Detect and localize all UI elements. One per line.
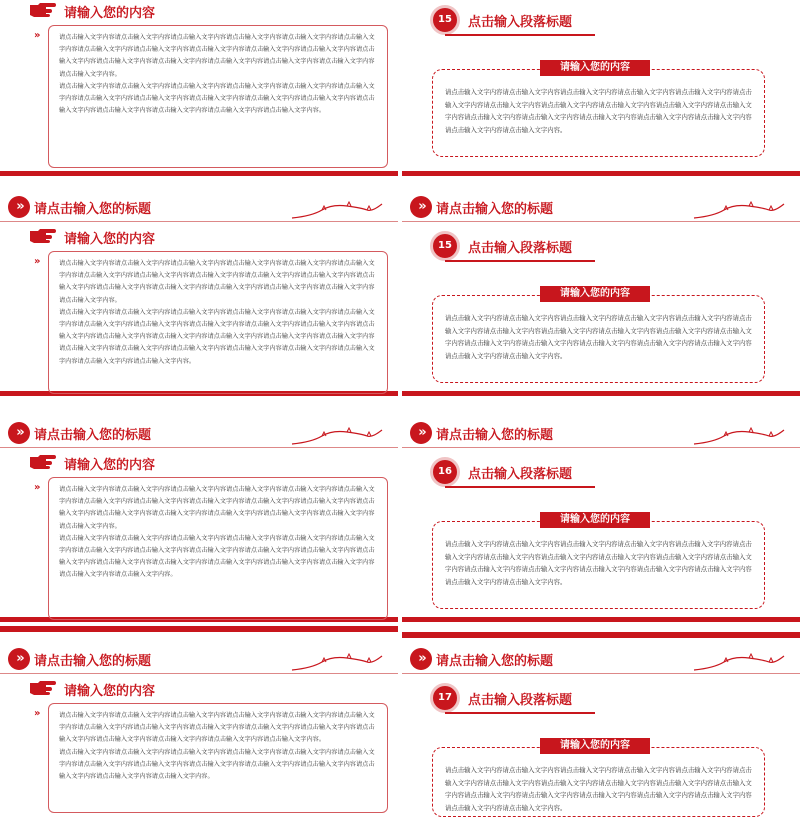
slide-header [0, 646, 398, 672]
content-paragraph: 请点击输入文字内容请点击输入文字内容请点击输入文字内容请点击输入文字内容请点击输入文字内容请点击输入文字内容请点击输入文字内容请点击输入文字内容请点击输入文字内容请点击输入文字内容请点击输入文字内容请点击输入文字内容请点击输入文字内容请点击输入文字内容请点击输入文字内容请点击输入文字内容请点击输入文字内容 [59, 308, 375, 341]
slide-header [402, 194, 800, 220]
pointing-hand-icon [30, 3, 56, 17]
slide-header [0, 420, 398, 446]
double-chevron-small-icon: » [34, 256, 38, 267]
great-wall-ornament-icon [694, 200, 784, 222]
section-title: 请输入您的内容 [64, 684, 156, 699]
section-title: 请输入您的内容 [64, 458, 156, 473]
pointing-hand-icon [30, 681, 56, 695]
content-label: 请输入您的内容 [540, 512, 650, 528]
content-dashed-box [432, 295, 765, 383]
content-paragraph: 请点击输入文字内容请点击输入文字内容。 [59, 571, 177, 579]
content-paragraph: 请点击输入文字内容请点击输入文字内容请点击输入文字内容请点击输入文字内容请点击输入文字内容请点击输入文字内容请点击输入文字内容请点击输入文字内容请点击输入文字内容请点击输入文字内容请点击输入文字内容请点击输入文字内容请点击输入文字内容请点击输入文字内容请点击输入文字内容请点击输入文字内容。 [59, 82, 375, 115]
section-title: 请输入您的内容 [64, 232, 156, 247]
double-chevron-icon: » [8, 196, 30, 218]
paragraph-title: 点击输入段落标题 [468, 467, 573, 482]
paragraph-title: 点击输入段落标题 [468, 15, 573, 30]
double-chevron-icon: » [410, 648, 432, 670]
section-number-badge: 15 [430, 231, 460, 261]
title-underline [445, 712, 595, 714]
slide-title: 请点击输入您的标题 [34, 428, 152, 443]
double-chevron-icon: » [8, 648, 30, 670]
slide-header [402, 646, 800, 672]
slide-header [0, 194, 398, 220]
paragraph-title: 点击输入段落标题 [468, 693, 573, 708]
slide-bottom-bar [402, 171, 800, 176]
content-paragraph: 请点击输入文字内容请点击输入文字内容请点击输入文字内容请点击输入文字内容请点击输入文字内容请点击输入文字内容请点击输入文字内容请点击输入文字内容请点击输入文字内容请点击输入文字内容请点击输入文字内容请点击输入文字内容请点击输入文字内容请点击输入文字内容请点击输入文字内容请点击输入文字内容请点击输入文字内容请点击输入文字内容。 [445, 540, 752, 586]
content-box [48, 477, 388, 620]
great-wall-ornament-icon [292, 652, 382, 674]
pointing-hand-icon [30, 455, 56, 469]
title-underline [445, 260, 595, 262]
content-paragraph: 请点击输入文字内容请点击输入文字内容请点击输入文字内容请点击输入文字内容请点击输入文字内容请点击输入文字内容请点击输入文字内容请点击输入文字内容请点击输入文字内容请点击输入文字内容请点击输入文字内容请点击输入文字内容请点击输入文字内容请点击输入文字内容请点击输入文字内容请点击输入文字内容请点击输入文字内容请点击输入文字内容。 [445, 766, 752, 812]
content-paragraph: 请点击输入文字内容请点击输入文字内容请点击输入文字内容请点击输入文字内容请点击输入文字内容请点击输入文字内容请点击输入文字内容请点击输入文字内容。 [59, 345, 375, 365]
section-number-badge: 17 [430, 683, 460, 713]
great-wall-ornament-icon [694, 652, 784, 674]
double-chevron-small-icon: » [34, 482, 38, 493]
content-label: 请输入您的内容 [540, 738, 650, 754]
slide-bottom-bar [0, 171, 398, 176]
content-box [48, 25, 388, 168]
double-chevron-icon: » [8, 422, 30, 444]
section-number-badge: 16 [430, 457, 460, 487]
slide-title: 请点击输入您的标题 [34, 202, 152, 217]
double-chevron-icon: » [410, 196, 432, 218]
content-paragraph: 请点击输入文字内容请点击输入文字内容请点击输入文字内容请点击输入文字内容请点击输入文字内容请点击输入文字内容请点击输入文字内容请点击输入文字内容请点击输入文字内容请点击输入文字内容请点击输入文字内容请点击输入文字内容请点击输入文字内容请点击输入文字内容请点击输入文字内容请点击输入文字内容请点击输入文字内容请点击输入文字内容。 [445, 88, 752, 134]
content-paragraph: 请点击输入文字内容请点击输入文字内容请点击输入文字内容请点击输入文字内容请点击输入文字内容请点击输入文字内容请点击输入文字内容请点击输入文字内容请点击输入文字内容请点击输入文字内容请点击输入文字内容请点击输入文字内容请点击输入文字内容请点击输入文字内容请点击输入文字内容请点击输入文字内容请点击输入文字内容请点击输入文字内容。 [59, 34, 375, 78]
slide-title: 请点击输入您的标题 [34, 654, 152, 669]
content-dashed-box [432, 747, 765, 817]
section-number-badge: 15 [430, 5, 460, 35]
content-label: 请输入您的内容 [540, 60, 650, 76]
content-paragraph: 请点击输入文字内容请点击输入文字内容请点击输入文字内容请点击输入文字内容请点击输入文字内容请点击输入文字内容请点击输入文字内容请点击输入文字内容请点击输入文字内容请点击输入文字内容请点击输入文字内容请点击输入文字内容请点击输入文字内容请点击输入文字内容请点击输入文字内容请点击输入文字内容请点击输入文字内容请点击输入文字内容。 [445, 314, 752, 360]
content-paragraph: 请点击输入文字内容请点击输入文字内容请点击输入文字内容请点击输入文字内容请点击输入文字内容请点击输入文字内容请点击输入文字内容请点击输入文字内容请点击输入文字内容请点击输入文字内容请点击输入文字内容请点击输入文字内容请点击输入文字内容请点击输入文字内容请点击输入文字内容请点击输入文字内容请点击输入文字内容请点击输入文字内容。 [59, 486, 375, 530]
great-wall-ornament-icon [292, 426, 382, 448]
slide-title: 请点击输入您的标题 [436, 202, 554, 217]
content-dashed-box [432, 521, 765, 609]
double-chevron-small-icon: » [34, 30, 38, 41]
slide-header [402, 420, 800, 446]
paragraph-title: 点击输入段落标题 [468, 241, 573, 256]
content-box [48, 251, 388, 394]
content-paragraph: 请点击输入文字内容请点击输入文字内容请点击输入文字内容请点击输入文字内容请点击输入文字内容请点击输入文字内容请点击输入文字内容请点击输入文字内容请点击输入文字内容请点击输入文字内容请点击输入文字内容请点击输入文字内容请点击输入文字内容请点击输入文字内容请点击输入文字内容请点击输入文字内容。 [59, 712, 375, 744]
great-wall-ornament-icon [292, 200, 382, 222]
section-title: 请输入您的内容 [64, 6, 156, 21]
double-chevron-small-icon: » [34, 708, 38, 719]
slide-left-4-topbar [0, 626, 398, 632]
slide-top-bar [402, 632, 800, 638]
content-paragraph: 请点击输入文字内容请点击输入文字内容请点击输入文字内容请点击输入文字内容请点击输入文字内容请点击输入文字内容请点击输入文字内容请点击输入文字内容请点击输入文字内容请点击输入文字内容请点击输入文字内容请点击输入文字内容请点击输入文字内容请点击输入文字内容请点击输入文字内容请点击输入文字内容请点击输入文字内容 [59, 534, 375, 567]
content-paragraph: 请点击输入文字内容请点击输入文字内容请点击输入文字内容请点击输入文字内容请点击输入文字内容请点击输入文字内容请点击输入文字内容请点击输入文字内容请点击输入文字内容请点击输入文字内容请点击输入文字内容请点击输入文字内容请点击输入文字内容请点击输入文字内容。 [59, 748, 375, 781]
content-dashed-box [432, 69, 765, 157]
content-label: 请输入您的内容 [540, 286, 650, 302]
slide-title: 请点击输入您的标题 [436, 428, 554, 443]
content-box [48, 703, 388, 813]
double-chevron-icon: » [410, 422, 432, 444]
title-underline [445, 34, 595, 36]
title-underline [445, 486, 595, 488]
slide-bottom-bar [402, 391, 800, 396]
slide-bottom-bar [402, 617, 800, 622]
slide-title: 请点击输入您的标题 [436, 654, 554, 669]
pointing-hand-icon [30, 229, 56, 243]
content-paragraph: 请点击输入文字内容请点击输入文字内容请点击输入文字内容请点击输入文字内容请点击输入文字内容请点击输入文字内容请点击输入文字内容请点击输入文字内容请点击输入文字内容请点击输入文字内容请点击输入文字内容请点击输入文字内容请点击输入文字内容请点击输入文字内容请点击输入文字内容请点击输入文字内容请点击输入文字内容请点击输入文字内容。 [59, 260, 375, 304]
great-wall-ornament-icon [694, 426, 784, 448]
